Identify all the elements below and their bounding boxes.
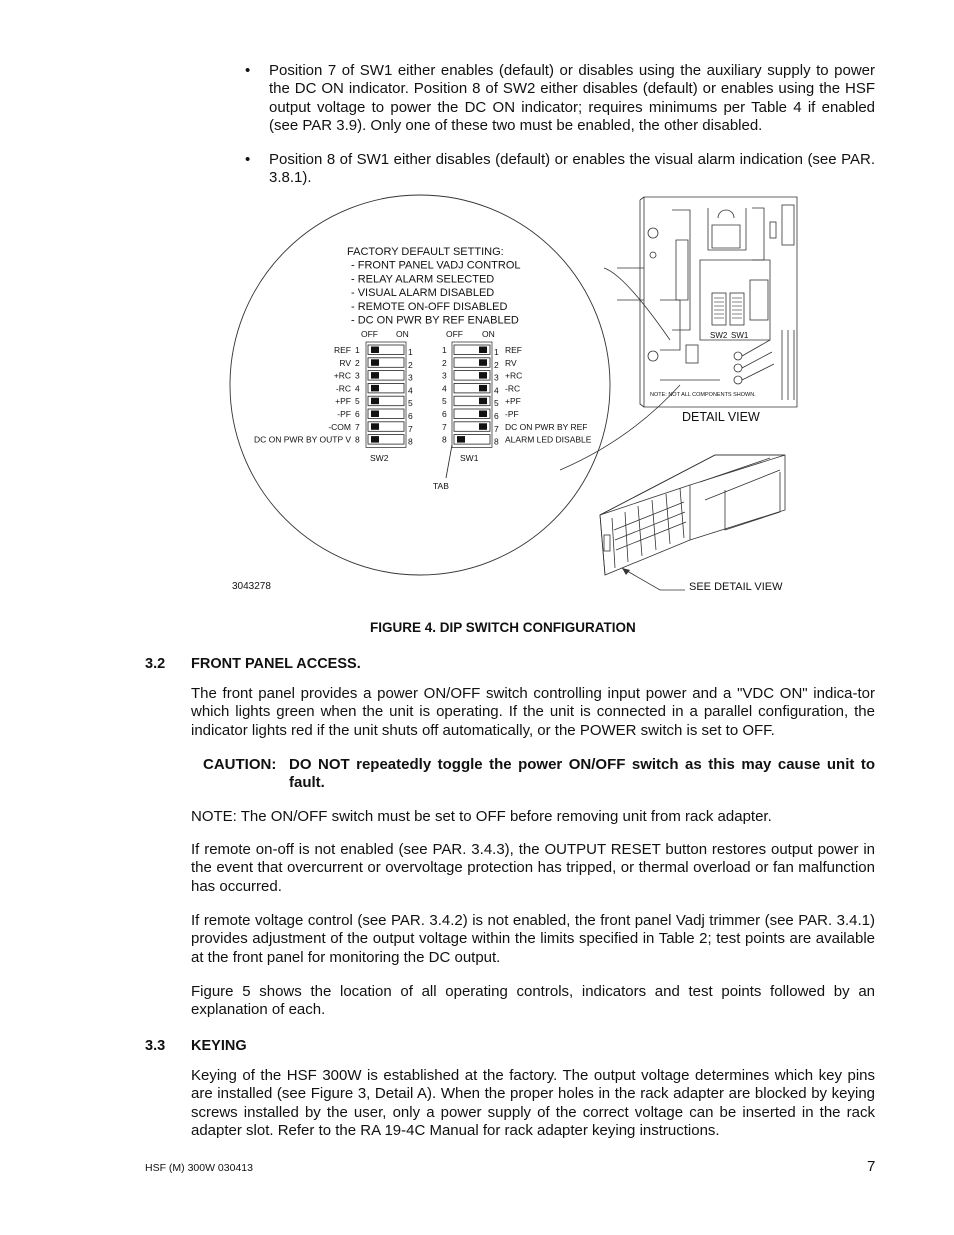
detail-view-label: DETAIL VIEW: [682, 410, 760, 424]
factory-default-line: - REMOTE ON-OFF DISABLED: [351, 300, 508, 313]
sw1-label-1: REF: [505, 345, 522, 355]
sw1-right-number: 4: [494, 385, 499, 396]
factory-default-text: [347, 246, 521, 327]
sw2-label-1: REF: [334, 345, 351, 355]
page-number: 7: [867, 1158, 876, 1175]
sw1-right-number: 7: [494, 423, 499, 434]
sw1-left-number: 7: [442, 421, 447, 432]
sw2-slider-5: [371, 398, 379, 405]
detail-view-board: [617, 197, 797, 407]
sw1-left-number: 6: [442, 409, 447, 419]
detail-sw2-label: SW2: [710, 331, 728, 340]
sw2-off-label: OFF: [361, 329, 378, 339]
footer-doc-id: HSF (M) 300W 030413: [145, 1162, 253, 1174]
sw2-left-number: 4: [355, 383, 360, 394]
section-paragraph: If remote voltage control (see PAR. 3.4.2) is not enabled, the front panel Vadj trimmer (see PAR. 3.4.1) provides adjustment of the output voltage within the limits specified in Table 2; test points are available at the front panel for monitoring the DC output.: [191, 912, 875, 966]
sw2-switch-bank: [254, 342, 413, 447]
section-title: FRONT PANEL ACCESS.: [191, 656, 361, 672]
sw1-slider-8: [457, 436, 465, 443]
sw1-label-7: DC ON PWR BY REF: [505, 421, 588, 432]
sw2-label-2: RV: [339, 357, 351, 368]
sw1-right-number: 5: [494, 398, 499, 409]
sw2-label-3: +RC: [333, 370, 351, 381]
sw1-left-number: 3: [442, 370, 447, 381]
caution-text: DO NOT repeatedly toggle the power ON/OFF switch as this may cause unit to fault.: [289, 756, 875, 792]
factory-default-line: FACTORY DEFAULT SETTING:: [347, 246, 504, 258]
sw2-right-number: 5: [408, 398, 413, 409]
sw1-slider-7: [479, 423, 487, 430]
sw1-slider-5: [479, 398, 487, 405]
sw2-left-number: 1: [355, 345, 360, 355]
section-paragraph: Keying of the HSF 300W is established at the factory. The output voltage determines which key pins are installed (see Figure 3, Detail A). When the proper holes in the rack adapter are blocked by keying screws installed by the user, only a power supply of the correct voltage can be inserted in the rack adapter slot. Refer to the RA 19-4C Manual for rack adapter keying instructions.: [191, 1067, 875, 1139]
caution-label: CAUTION:: [203, 756, 277, 773]
detail-dip-ticks: [714, 298, 742, 318]
sw2-label-5: +PF: [335, 396, 351, 407]
sw1-slider-3: [479, 372, 487, 379]
sw1-right-number: 2: [494, 359, 499, 370]
sw1-switch-bank: [442, 342, 592, 447]
sw1-label-8: ALARM LED DISABLE: [505, 434, 592, 445]
sw1-label-4: -RC: [505, 383, 521, 394]
sw1-caption: SW1: [460, 453, 479, 463]
sw1-left-number: 5: [442, 396, 447, 407]
sw1-right-number: 8: [494, 436, 499, 447]
section-number: 3.2: [145, 656, 166, 672]
sw1-slider-2: [479, 359, 487, 366]
sw1-label-6: -PF: [505, 409, 519, 419]
sw2-label-4: -RC: [335, 383, 351, 394]
sw2-right-number: 2: [408, 359, 413, 370]
sw2-right-number: 4: [408, 385, 413, 396]
tab-label: TAB: [433, 481, 449, 491]
dip-switch-figure: [0, 190, 954, 610]
figure-caption: FIGURE 4. DIP SWITCH CONFIGURATION: [370, 620, 636, 635]
sw2-right-number: 6: [408, 411, 413, 421]
sw2-slider-2: [371, 359, 379, 366]
section-number: 3.3: [145, 1038, 166, 1054]
sw1-on-label: ON: [482, 329, 495, 339]
see-detail-arrow: [622, 568, 685, 590]
sw1-right-number: 3: [494, 372, 499, 383]
bullet-marker: •: [245, 151, 251, 168]
factory-default-line: - VISUAL ALARM DISABLED: [351, 287, 495, 300]
sw1-left-number: 4: [442, 383, 447, 394]
section-paragraph: If remote on-off is not enabled (see PAR. 3.4.3), the OUTPUT RESET button restores output power in the event that overcurrent or overvoltage protection has tripped, or thermal overload or fan malfunction has occurred.: [191, 841, 875, 895]
sw1-left-number: 8: [442, 434, 447, 445]
tab-leader: [446, 445, 452, 478]
sw2-left-number: 3: [355, 370, 360, 381]
sw2-label-8: DC ON PWR BY OUTP V: [254, 434, 351, 445]
factory-default-line: - RELAY ALARM SELECTED: [351, 273, 495, 286]
sw2-slider-8: [371, 436, 379, 443]
sw2-slider-1: [371, 347, 379, 354]
sw2-slider-3: [371, 372, 379, 379]
sw1-slider-4: [479, 385, 487, 392]
sw2-left-number: 6: [355, 409, 360, 419]
sw1-left-number: 2: [442, 357, 447, 368]
sw1-right-number: 1: [494, 347, 499, 357]
sw2-label-7: -COM: [328, 421, 351, 432]
sw2-left-number: 7: [355, 421, 360, 432]
sw2-right-number: 1: [408, 347, 413, 357]
power-supply-unit-drawing: [600, 455, 785, 575]
sw2-slider-7: [371, 423, 379, 430]
sw2-caption: SW2: [370, 453, 389, 463]
sw1-left-number: 1: [442, 345, 447, 355]
sw2-slider-6: [371, 411, 379, 418]
section-title: KEYING: [191, 1038, 247, 1054]
sw2-on-label: ON: [396, 329, 409, 339]
bullet-paragraph: Position 7 of SW1 either enables (default) or disables using the auxiliary supply to power the DC ON indicator. Position 8 of SW2 either disables (default) or enables using the HSF output voltage to power the DC ON indicator; requires minimums per Table 4 if enabled (see PAR 3.9). Only one of these two must be enabled, the other disabled.: [269, 62, 875, 134]
figure-number: 3043278: [232, 581, 271, 592]
sw2-right-number: 8: [408, 436, 413, 447]
section-paragraph: The front panel provides a power ON/OFF switch controlling input power and a "VDC ON" indica-tor which lights green when the unit is operating. If the unit is connected in a parallel configuration, the indicator lights red if the unit shuts off automatically, or the POWER switch is set to OFF.: [191, 685, 875, 739]
sw2-left-number: 2: [355, 357, 360, 368]
sw2-label-6: -PF: [337, 409, 351, 419]
sw1-slider-6: [479, 411, 487, 418]
detail-note: NOTE: NOT ALL COMPONENTS SHOWN.: [650, 392, 756, 398]
sw1-slider-1: [479, 347, 487, 354]
see-detail-view-label: SEE DETAIL VIEW: [689, 581, 783, 593]
sw2-left-number: 5: [355, 396, 360, 407]
sw1-label-2: RV: [505, 357, 517, 368]
factory-default-line: - DC ON PWR BY REF ENABLED: [351, 314, 519, 327]
sw2-right-number: 3: [408, 372, 413, 383]
sw2-slider-4: [371, 385, 379, 392]
sw2-right-number: 7: [408, 423, 413, 434]
sw2-left-number: 8: [355, 434, 360, 445]
bullet-paragraph: Position 8 of SW1 either disables (default) or enables the visual alarm indication (see PAR. 3.8.1).: [269, 151, 875, 187]
sw1-label-3: +RC: [505, 370, 523, 381]
detail-sw1-label: SW1: [731, 331, 749, 340]
factory-default-line: - FRONT PANEL VADJ CONTROL: [351, 259, 521, 272]
sw1-off-label: OFF: [446, 329, 463, 339]
note-paragraph: NOTE: The ON/OFF switch must be set to OFF before removing unit from rack adapter.: [191, 808, 772, 825]
section-paragraph: Figure 5 shows the location of all operating controls, indicators and test points followed by an explanation of each.: [191, 983, 875, 1019]
bullet-marker: •: [245, 62, 251, 79]
sw1-right-number: 6: [494, 411, 499, 421]
sw1-label-5: +PF: [505, 396, 521, 407]
